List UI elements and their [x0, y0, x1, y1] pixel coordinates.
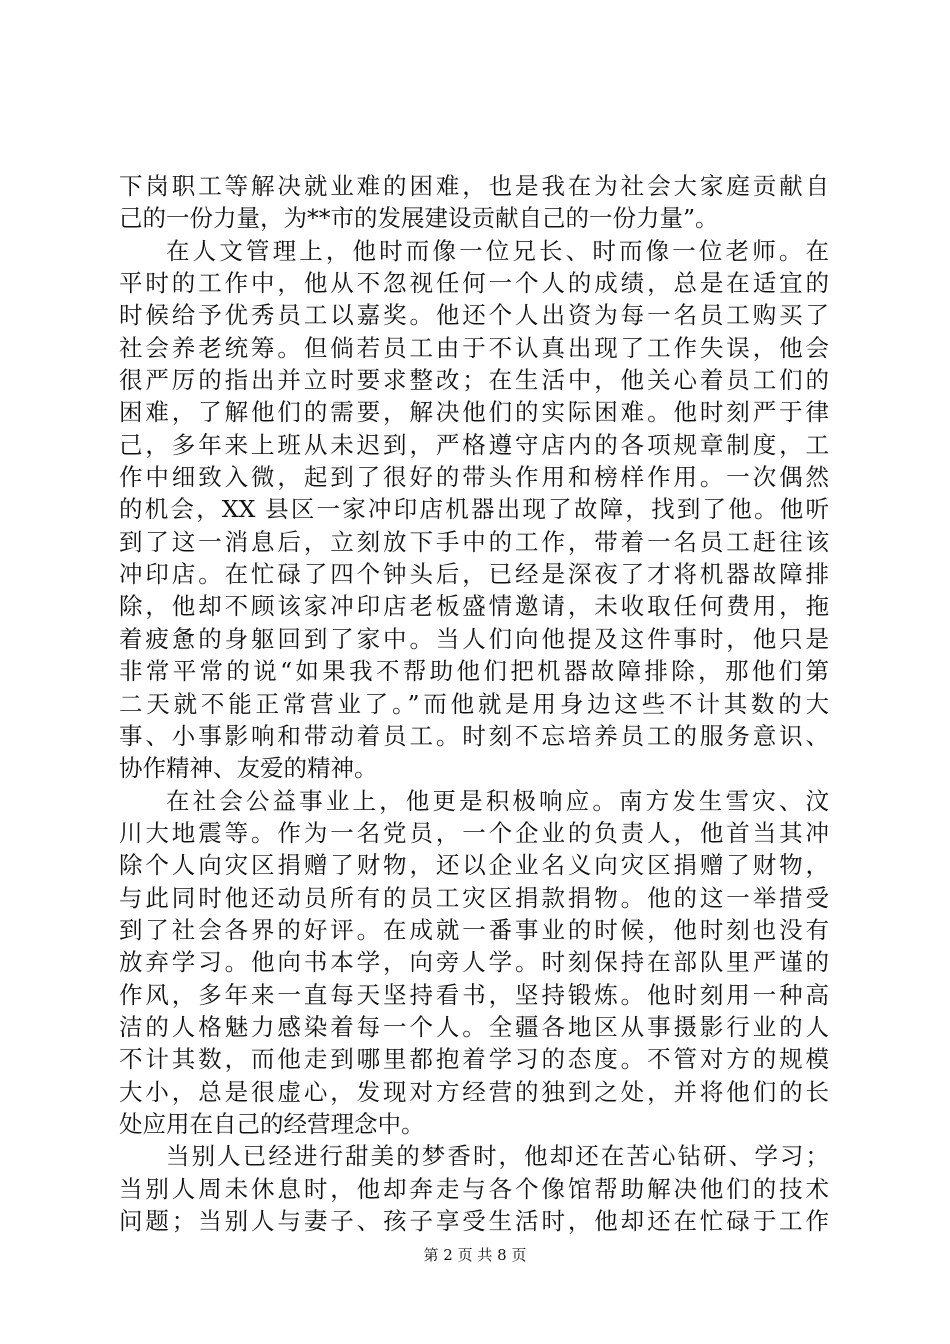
text-line: 除个人向灾区捐赠了财物，还以企业名义向灾区捐赠了财物， [119, 851, 829, 880]
text-line: 社会养老统筹。但倘若员工由于不认真出现了工作失误，他会 [119, 333, 829, 362]
text-line: 时候给予优秀员工以嘉奖。他还个人出资为每一名员工购买了 [119, 301, 829, 330]
paragraph [119, 1140, 829, 1237]
paragraph [119, 235, 829, 785]
text-line: 作风，多年来一直每天坚持看书，坚持锻炼。他时刻用一种高 [119, 980, 829, 1009]
text-line: 作中细致入微，起到了很好的带头作用和榜样作用。一次偶然 [119, 463, 829, 492]
text-line: 大小，总是很虚心，发现对方经营的独到之处，并将他们的长 [119, 1077, 829, 1106]
text-line: 着疲惫的身躯回到了家中。当人们向他提及这件事时，他只是 [119, 624, 829, 653]
text-line: 与此同时他还动员所有的员工灾区捐款捐物。他的这一举措受 [119, 883, 829, 912]
text-line: 下岗职工等解决就业难的困难，也是我在为社会大家庭贡献自 [119, 172, 829, 200]
text-line: 困难，了解他们的需要，解决他们的实际困难。他时刻严于律 [119, 398, 829, 427]
text-line: 非常平常的说“如果我不帮助他们把机器故障排除，那他们第 [119, 657, 829, 686]
page-footer: 第 2 页 共 8 页 [423, 1246, 527, 1264]
text-line: 处应用在自己的经营理念中。 [119, 1109, 425, 1138]
text-line: 的机会，XX 县区一家冲印店机器出现了故障，找到了他。他听 [119, 495, 829, 524]
text-line: 在社会公益事业上，他更是积极响应。南方发生雪灾、汶 [166, 786, 829, 815]
text-line: 协作精神、友爱的精神。 [119, 754, 378, 783]
text-line: 到了这一消息后，立刻放下手中的工作，带着一名员工赶往该 [119, 527, 829, 556]
text-line: 己的一份力量，为**市的发展建设贡献自己的一份力量”。 [119, 204, 719, 233]
text-line: 平时的工作中，他从不忽视任何一个人的成绩，总是在适宜的 [119, 269, 829, 298]
text-line: 不计其数，而他走到哪里都抱着学习的态度。不管对方的规模 [119, 1045, 829, 1074]
text-line: 己，多年来上班从未迟到，严格遵守店内的各项规章制度，工 [119, 430, 829, 459]
paragraph [119, 785, 829, 1141]
paragraph [119, 170, 829, 235]
text-line: 除，他却不顾该家冲印店老板盛情邀请，未收取任何费用，拖 [119, 592, 829, 621]
text-line: 当别人已经进行甜美的梦香时，他却还在苦心钻研、学习； [166, 1142, 829, 1171]
text-line: 洁的人格魅力感染着每一个人。全疆各地区从事摄影行业的人 [119, 1012, 829, 1041]
text-line: 二天就不能正常营业了。”而他就是用身边这些不计其数的大 [119, 689, 829, 718]
text-line: 当别人周未休息时，他却奔走与各个像馆帮助解决他们的技术 [119, 1174, 829, 1203]
text-line: 川大地震等。作为一名党员，一个企业的负责人，他首当其冲 [119, 818, 829, 847]
text-line: 到了社会各界的好评。在成就一番事业的时候，他时刻也没有 [119, 915, 829, 944]
document-body [119, 170, 829, 1237]
text-line: 事、小事影响和带动着员工。时刻不忘培养员工的服务意识、 [119, 721, 829, 750]
text-line: 很严厉的指出并立时要求整改；在生活中，他关心着员工们的 [119, 366, 829, 395]
text-line: 冲印店。在忙碌了四个钟头后，已经是深夜了才将机器故障排 [119, 560, 829, 589]
text-line: 问题；当别人与妻子、孩子享受生活时，他却还在忙碌于工作 [119, 1207, 829, 1235]
text-line: 放弃学习。他向书本学，向旁人学。时刻保持在部队里严谨的 [119, 948, 829, 977]
text-line: 在人文管理上，他时而像一位兄长、时而像一位老师。在 [166, 236, 829, 265]
